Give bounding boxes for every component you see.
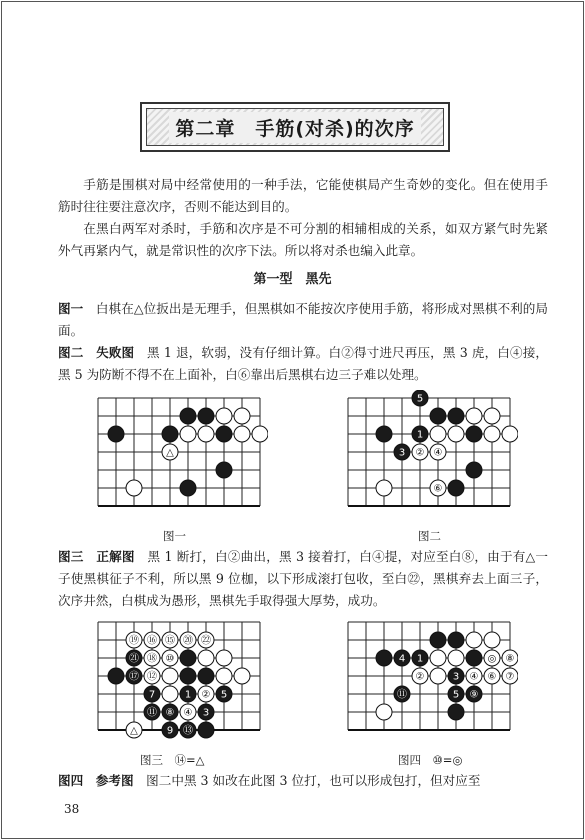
- fig3-body: 黑 1 断打，白②曲出，黑 3 接着打，白④提，对应至白⑧，由于有△一子使黑棋征子不利，所以黑 9 位枷，以下形成滚打包收，至白㉒，黑棋弃去上面三子，次序井然，白棋成为愚形，黑棋先手取得强大厚势，成功。: [58, 549, 548, 608]
- stone-label: ⑯: [147, 635, 157, 647]
- white-stone: [448, 650, 464, 666]
- stone-label: 7: [148, 689, 156, 701]
- white-stone: [234, 408, 250, 424]
- black-stone: [126, 668, 142, 684]
- white-stone: [198, 426, 214, 442]
- stone-label: △: [130, 725, 138, 737]
- stone-label: ⑧: [165, 707, 175, 719]
- stone-label: 5: [416, 393, 424, 405]
- white-stone: [162, 668, 178, 684]
- chapter-title-box: [140, 102, 450, 152]
- stone-label: 5: [220, 689, 228, 701]
- white-stone: [484, 650, 500, 666]
- black-stone: [412, 650, 428, 666]
- black-stone: [412, 426, 428, 442]
- stone-label: ④: [433, 447, 443, 459]
- stone-label: 1: [416, 653, 424, 665]
- intro-paragraph-2: 在黑白两军对杀时，手筋和次序是不可分割的相辅相成的关系，如双方紧气时先紧外气再紧内气，就是常识性的次序下法。所以将对杀也编入此章。: [58, 221, 548, 258]
- black-stone: [162, 722, 178, 738]
- stone-label: ②: [415, 671, 425, 683]
- fig3-description: [58, 546, 548, 612]
- black-stone: [108, 668, 124, 684]
- fig1-body: 白棋在△位扳出是无理手，但黑棋如不能按次序使用手筋，将形成对黑棋不利的局面。: [58, 301, 548, 338]
- stone-label: 5: [452, 689, 460, 701]
- white-stone: [466, 668, 482, 684]
- fig4-label: 图四 参考图: [58, 773, 134, 788]
- black-stone: [144, 686, 160, 702]
- board-fig4: [338, 614, 518, 748]
- black-stone: [216, 462, 232, 478]
- stone-label: ⑥: [433, 483, 443, 495]
- white-stone: [162, 686, 178, 702]
- white-stone: [180, 632, 196, 648]
- fig2-description: [58, 342, 548, 386]
- white-stone: [430, 480, 446, 496]
- white-stone: [180, 426, 196, 442]
- black-stone: [216, 426, 232, 442]
- stone-label: ㉑: [129, 653, 139, 665]
- board-fig1: [88, 390, 268, 524]
- stone-label: 3: [202, 707, 210, 719]
- caption-fig2: 图二: [418, 529, 441, 543]
- stone-label: ⑦: [505, 671, 515, 683]
- stone-label: ⑧: [505, 653, 515, 665]
- white-stone: [216, 408, 232, 424]
- fig4-body: 图二中黑 3 如改在此图 3 位打，也可以形成包打，但对应至: [133, 773, 481, 788]
- black-stone: [448, 668, 464, 684]
- caption-fig1: 图一: [163, 529, 186, 543]
- board-fig3: [88, 614, 268, 748]
- white-stone: [430, 444, 446, 460]
- stone-label: 4: [398, 653, 406, 665]
- black-stone: [466, 650, 482, 666]
- white-stone: [216, 650, 232, 666]
- caption-fig4: 图四 ⑩=◎: [398, 753, 463, 767]
- black-stone: [430, 632, 446, 648]
- chapter-title-pattern: [146, 108, 444, 146]
- white-stone: [162, 444, 178, 460]
- black-stone: [466, 686, 482, 702]
- white-stone: [430, 426, 446, 442]
- white-stone: [448, 426, 464, 442]
- section-title: 第一型 黑先: [253, 272, 332, 287]
- black-stone: [144, 704, 160, 720]
- white-stone: [234, 426, 250, 442]
- black-stone: [180, 668, 196, 684]
- board-fig2: [338, 390, 518, 524]
- stone-label: ⑪: [397, 689, 407, 701]
- black-stone: [448, 408, 464, 424]
- black-stone: [180, 480, 196, 496]
- stone-label: ㉒: [201, 635, 211, 647]
- stone-label: 1: [184, 689, 192, 701]
- white-stone: [144, 650, 160, 666]
- black-stone: [412, 390, 428, 406]
- white-stone: [234, 668, 250, 684]
- white-stone: [126, 632, 142, 648]
- black-stone: [180, 722, 196, 738]
- stone-label: △: [166, 447, 174, 459]
- black-stone: [180, 650, 196, 666]
- fig2-body: 黑 1 退，软弱，没有仔细计算。白②得寸进尺再压，黑 3 虎，白④接，黑 5 为防断不得不在上面补，白⑥靠出后黑棋右边三子难以处理。: [58, 345, 549, 382]
- white-stone: [198, 686, 214, 702]
- black-stone: [198, 408, 214, 424]
- black-stone: [180, 686, 196, 702]
- white-stone: [502, 668, 518, 684]
- stone-label: ④: [469, 671, 479, 683]
- white-stone: [430, 650, 446, 666]
- stone-label: ⑨: [469, 689, 479, 701]
- fig1-label: 图一: [58, 301, 84, 316]
- white-stone: [198, 632, 214, 648]
- black-stone: [394, 650, 410, 666]
- stone-label: ⑥: [487, 671, 497, 683]
- white-stone: [216, 668, 232, 684]
- stone-label: ⑳: [183, 635, 193, 647]
- white-stone: [430, 668, 446, 684]
- black-stone: [198, 704, 214, 720]
- fig2-label: 图二 失败图: [58, 345, 135, 360]
- black-stone: [198, 668, 214, 684]
- stone-label: 1: [416, 429, 424, 441]
- black-stone: [126, 650, 142, 666]
- black-stone: [394, 444, 410, 460]
- intro-paragraph-1: 手筋是围棋对局中经常使用的一种手法，它能使棋局产生奇妙的变化。但在使用手筋时往往要注意次序，否则不能达到目的。: [58, 177, 548, 214]
- black-stone: [448, 686, 464, 702]
- stone-label: ◎: [487, 653, 497, 665]
- black-stone: [448, 704, 464, 720]
- black-stone: [376, 650, 392, 666]
- white-stone: [466, 408, 482, 424]
- black-stone: [108, 426, 124, 442]
- white-stone: [144, 632, 160, 648]
- chapter-title: 第二章 手筋(对杀)的次序: [169, 112, 420, 143]
- white-stone: [484, 408, 500, 424]
- white-stone: [144, 668, 160, 684]
- white-stone: [412, 668, 428, 684]
- stone-label: ⑪: [147, 707, 157, 719]
- white-stone: [198, 650, 214, 666]
- black-stone: [180, 408, 196, 424]
- white-stone: [376, 480, 392, 496]
- stone-label: ②: [201, 689, 211, 701]
- black-stone: [466, 426, 482, 442]
- stone-label: ④: [183, 707, 193, 719]
- stone-label: ⑲: [129, 635, 139, 647]
- white-stone: [162, 650, 178, 666]
- black-stone: [466, 462, 482, 478]
- stone-label: ⑬: [183, 725, 193, 737]
- stone-label: 3: [452, 671, 460, 683]
- page-number: 38: [64, 802, 80, 816]
- stone-label: ⑩: [165, 653, 175, 665]
- white-stone: [502, 650, 518, 666]
- black-stone: [448, 632, 464, 648]
- white-stone: [162, 632, 178, 648]
- white-stone: [502, 426, 518, 442]
- stone-label: ⑱: [147, 653, 157, 665]
- white-stone: [376, 704, 392, 720]
- fig3-label: 图三 正解图: [58, 549, 135, 564]
- white-stone: [484, 426, 500, 442]
- white-stone: [466, 632, 482, 648]
- caption-fig3: 图三 ⑭=△: [140, 753, 205, 767]
- white-stone: [126, 480, 142, 496]
- black-stone: [162, 704, 178, 720]
- stone-label: 3: [398, 447, 406, 459]
- stone-label: ⑮: [165, 635, 175, 647]
- black-stone: [448, 480, 464, 496]
- fig4-description: [58, 770, 548, 792]
- black-stone: [394, 686, 410, 702]
- stone-label: ⑰: [129, 671, 139, 683]
- black-stone: [198, 722, 214, 738]
- black-stone: [162, 426, 178, 442]
- white-stone: [484, 668, 500, 684]
- black-stone: [376, 426, 392, 442]
- white-stone: [412, 444, 428, 460]
- stone-label: 9: [166, 725, 174, 737]
- white-stone: [484, 632, 500, 648]
- black-stone: [430, 408, 446, 424]
- stone-label: ⑫: [147, 671, 157, 683]
- stone-label: ②: [415, 447, 425, 459]
- white-stone: [180, 704, 196, 720]
- white-stone: [252, 426, 268, 442]
- black-stone: [216, 686, 232, 702]
- white-stone: [126, 722, 142, 738]
- fig1-description: [58, 298, 548, 342]
